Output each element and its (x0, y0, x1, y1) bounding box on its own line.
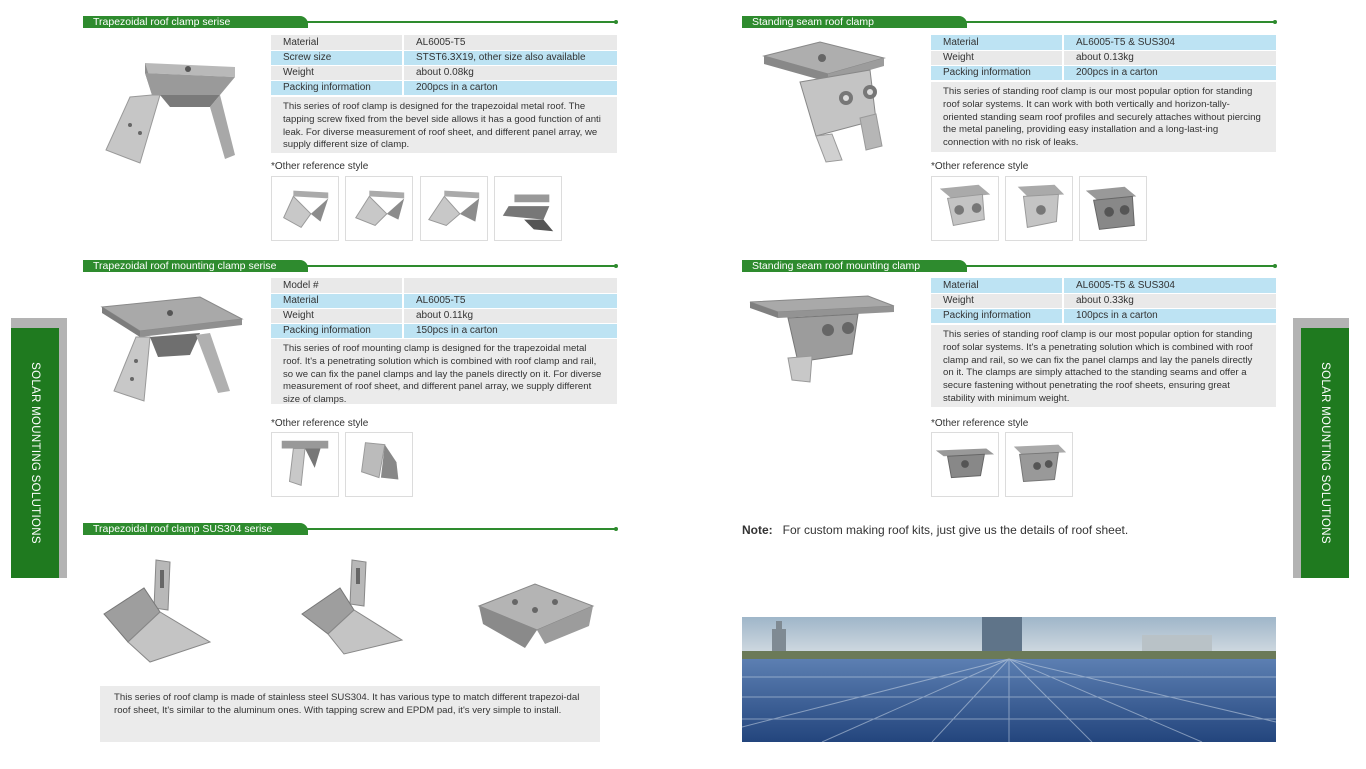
section-rule (300, 265, 616, 267)
spec-key: Material (931, 35, 1063, 50)
section-rule (300, 21, 616, 23)
section-rule-dot (1273, 20, 1277, 24)
spec-table-seam-mount (931, 278, 1276, 324)
section-title-trap-mount: Trapezoidal roof mounting clamp serise (83, 260, 308, 272)
spec-value: AL6005-T5 (403, 35, 617, 50)
spec-value (403, 278, 617, 293)
spec-table-seam-clamp (931, 35, 1276, 81)
reference-thumbnail[interactable] (1005, 432, 1073, 497)
description-trap-sus: This series of roof clamp is made of stainless steel SUS304. It has various type to match different trapezoi-dal roof sheet, It's similar to the aluminum ones. With tapping screw and EPDM pad, it's very simple to install. (100, 686, 600, 742)
section-rule (960, 265, 1276, 267)
spec-key: Packing information (271, 80, 403, 95)
sus-clamp-image-3 (475, 580, 597, 650)
sidebar-text: SOLAR MOUNTING SOLUTIONS (29, 362, 41, 544)
spec-key: Weight (271, 65, 403, 80)
seam-mount-image (748, 292, 896, 387)
reference-thumbnail[interactable] (420, 176, 488, 241)
section-rule (960, 21, 1276, 23)
reference-thumbnail[interactable] (931, 432, 999, 497)
spec-key: Weight (931, 50, 1063, 65)
spec-table-trap-clamp (271, 35, 617, 96)
spec-key: Model # (271, 278, 403, 293)
note-label: Note: (742, 523, 773, 537)
sus-clamp-image-2 (298, 558, 406, 658)
spec-value: 200pcs in a carton (1063, 65, 1276, 80)
spec-key: Material (271, 293, 403, 308)
solar-field-photo (742, 617, 1276, 742)
reference-thumbnail[interactable] (1005, 176, 1073, 241)
section-rule-dot (1273, 264, 1277, 268)
sidebar-left (11, 318, 67, 578)
reference-thumbnail[interactable] (345, 176, 413, 241)
reference-thumbnail[interactable] (1079, 176, 1147, 241)
description-seam-clamp: This series of standing roof clamp is our most popular option for standing roof solar systems. It can work with both vertically and horizon-tally-oriented standing seam roof profiles and securely attaches without piercing the metal paneling, providing easy installation and a long-last-ing connection with no risk of leaks. (931, 82, 1276, 152)
spec-key: Packing information (271, 323, 403, 338)
spec-value: about 0.33kg (1063, 293, 1276, 308)
section-title-trap-sus: Trapezoidal roof clamp SUS304 serise (83, 523, 308, 535)
reference-thumbnail[interactable] (271, 176, 339, 241)
spec-value: about 0.08kg (403, 65, 617, 80)
reference-label: *Other reference style (271, 161, 369, 172)
spec-key: Screw size (271, 50, 403, 65)
section-rule-dot (614, 527, 618, 531)
sidebar-right (1293, 318, 1349, 578)
section-rule-dot (614, 264, 618, 268)
sidebar-text: SOLAR MOUNTING SOLUTIONS (1319, 362, 1331, 544)
reference-thumbnail[interactable] (345, 432, 413, 497)
reference-label: *Other reference style (931, 418, 1029, 429)
section-rule-dot (614, 20, 618, 24)
sus-clamp-image-1 (100, 558, 215, 666)
spec-value: about 0.11kg (403, 308, 617, 323)
spec-value: about 0.13kg (1063, 50, 1276, 65)
spec-value: AL6005-T5 & SUS304 (1063, 35, 1276, 50)
spec-value: AL6005-T5 (403, 293, 617, 308)
spec-value: STST6.3X19, other size also available (403, 50, 617, 65)
description-trap-mount: This series of roof mounting clamp is designed for the trapezoidal metal roof. It's a penetrating solution which is combined with roof clamp and rail, so we can fix the panel clamps and lay the panels directly on it. For diverse measurement of roof sheet, and different panel array, we supply different size of clamps. (271, 339, 617, 404)
spec-table-trap-mount (271, 278, 617, 339)
section-title-trap-clamp: Trapezoidal roof clamp serise (83, 16, 308, 28)
spec-value: 200pcs in a carton (403, 80, 617, 95)
section-title-seam-mount: Standing seam roof mounting clamp (742, 260, 967, 272)
reference-thumbnail[interactable] (494, 176, 562, 241)
trap-mount-image (100, 295, 245, 405)
description-trap-clamp: This series of roof clamp is designed for the trapezoidal metal roof. The tapping screw fixed from the bevel side allows it has a good function of anti leak. For diverse measurement of roof sheet, and different panel array, we supply different size of clamp. (271, 97, 617, 153)
reference-label: *Other reference style (931, 161, 1029, 172)
spec-key: Material (931, 278, 1063, 293)
spec-value: 150pcs in a carton (403, 323, 617, 338)
spec-key: Weight (931, 293, 1063, 308)
spec-key: Packing information (931, 308, 1063, 323)
spec-value: AL6005-T5 & SUS304 (1063, 278, 1276, 293)
section-title-seam-clamp: Standing seam roof clamp (742, 16, 967, 28)
trap-clamp-image (100, 55, 240, 170)
reference-thumbnail[interactable] (271, 432, 339, 497)
spec-key: Packing information (931, 65, 1063, 80)
reference-label: *Other reference style (271, 418, 369, 429)
note-text: For custom making roof kits, just give us the details of roof sheet. (782, 523, 1129, 537)
reference-thumbnail[interactable] (931, 176, 999, 241)
seam-clamp-image (760, 40, 888, 165)
note (742, 523, 1128, 537)
spec-value: 100pcs in a carton (1063, 308, 1276, 323)
spec-key: Weight (271, 308, 403, 323)
spec-key: Material (271, 35, 403, 50)
description-seam-mount: This series of standing roof clamp is our most popular option for standing roof solar systems. It's a penetrating solution which is combined with roof clamp and rail, so we can fix the panel clamps and lay the panels directly on it. The clamps are simply attached to the standing seams and offer a secure fastening without penetrating the roof sheets, ensuring great stability with minimum weight. (931, 325, 1276, 407)
section-rule (300, 528, 616, 530)
